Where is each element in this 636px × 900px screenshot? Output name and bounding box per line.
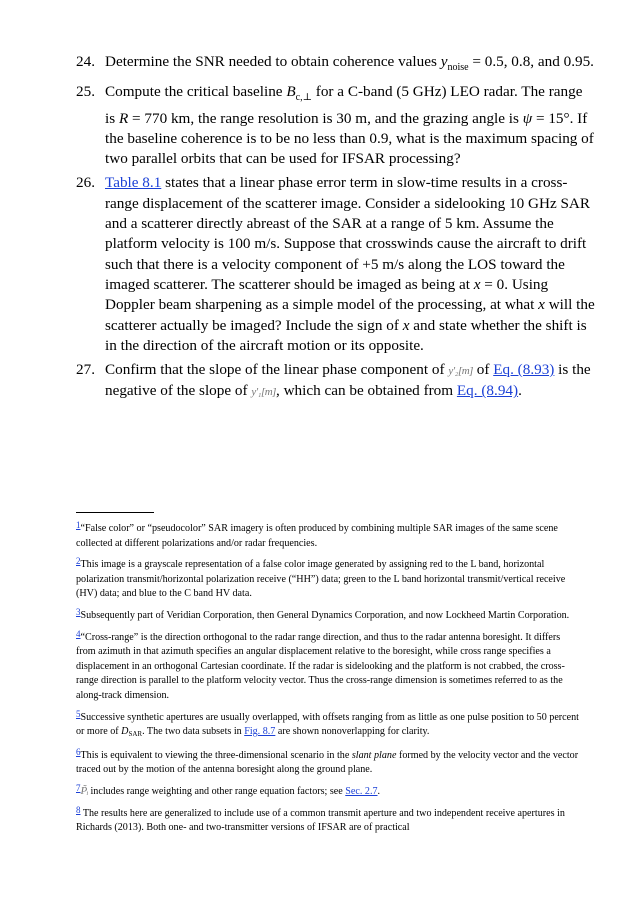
table-8-1-link[interactable]: Table 8.1	[105, 174, 162, 192]
problem-number: 25.	[76, 83, 95, 101]
problem-25: 25. Compute the critical baseline $B_{c,\perp}$ for a C-band (5 GHz) LEO radar. The range is R = 770 km, the range resolution is 30 m, and the grazing angle is ψ = 15°. If the baseline coherence is to be no less than 0.9, what is the maximum spacing of two parallel orbits that can be used for IFSAR processing?	[76, 83, 594, 168]
equation-symbol: y′₁[m]	[251, 386, 276, 399]
footnote-5: 5Successive synthetic apertures are usually overlapped, with offsets ranging from as little as one pulse position to 50 percent or more of DSAR. The two data subsets in Fig. 8.7 are shown nonoverlapping for clarity.	[76, 708, 579, 739]
problem-number: 27.	[76, 361, 95, 379]
problem-number: 24.	[76, 53, 95, 70]
problem-24: 24. Determine the SNR needed to obtain coherence values $y_{noise} = 0.5$, 0.8, and 0.95.	[76, 53, 594, 73]
footnote-number-link[interactable]: 3	[76, 606, 81, 617]
footnote-number-link[interactable]: 8	[76, 804, 81, 815]
footnote-4: 4“Cross-range” is the direction orthogonal to the radar range direction, and thus to the radar antenna boresight. It differs from azimuth in that azimuth specifies an angular displacement relative to the boresight, while cross range specifies a displacement in an orthogonal Cartesian coordinate. If the radar is sidelooking and the platform is not crabbed, the cross-range direction is parallel to the platform velocity vector. Thus the cross-range dimension is sometimes referred to as the along-track dimension.	[76, 628, 565, 701]
footnote-number-link[interactable]: 1	[76, 520, 81, 530]
footnote-8: 8 The results here are generalized to include use of a common transmit aperture and two independent receive apertures in Richards (2013). Both one- and two-transmitter versions of IFSAR are of practical	[76, 804, 565, 834]
footnote-number-link[interactable]: 2	[76, 556, 81, 567]
sec-2-7-link[interactable]: Sec. 2.7	[345, 785, 378, 797]
footnote-number-link[interactable]: 6	[76, 746, 81, 757]
equation-symbol: y′₂[m]	[448, 365, 473, 378]
footnote-6: 6This is equivalent to viewing the three-dimensional scenario in the slant plane formed by the velocity vector and the vector traced out by the motion of the antenna boresight along the ground plane.	[76, 746, 579, 776]
problem-list	[76, 52, 596, 407]
footnote-3: 3Subsequently part of Veridian Corporation, then General Dynamics Corporation, and now Lockheed Martin Corporation.	[76, 606, 570, 621]
footnote-number-link[interactable]: 7	[76, 782, 81, 793]
problem-27: 27. Confirm that the slope of the linear phase component of y′₂[m] of Eq. (8.93) is the negative of the slope of y′₁[m], which can be obtained from Eq. (8.94).	[76, 361, 591, 400]
equation-symbol: P̃ᵢ	[80, 784, 88, 797]
footnote-1: 1“False color” or “pseudocolor” SAR imagery is often produced by combining multiple SAR images of the same scene collected at different polarizations and/or radar frequencies.	[76, 520, 558, 549]
problem-number: 26.	[76, 174, 95, 192]
footnote-7: 7P̃ᵢ includes range weighting and other range equation factors; see Sec. 2.7.	[76, 782, 381, 797]
footnote-2: 2This image is a grayscale representation of a false color image generated by assigning red to the L band, horizontal polarization transmit/horizontal polarization receive (“HH”) data; green to the L band horizontal transmit/vertical receive (HV) data; and blue to the C band HV data.	[76, 556, 566, 600]
footnote-number-link[interactable]: 5	[76, 708, 81, 719]
footnotes	[76, 518, 581, 839]
footnote-number-link[interactable]: 4	[76, 628, 81, 639]
fig-8-7-link[interactable]: Fig. 8.7	[244, 726, 276, 738]
footnote-divider	[76, 512, 154, 513]
eq-8-93-link[interactable]: Eq. (8.93)	[493, 361, 555, 379]
eq-8-94-link[interactable]: Eq. (8.94)	[456, 382, 519, 400]
problem-26: 26. Table 8.1 states that a linear phase error term in slow-time results in a cross-range displacement of the scatterer image. Consider a sidelooking 10 GHz SAR and a scatterer directly abreast of the SAR at a range of 5 km. Assume the platform velocity is 100 m/s. Suppose that crosswinds cause the aircraft to drift such that there is a velocity component of +5 m/s along the LOS toward the imaged scatterer. The scatterer should be imaged as being at x = 0. Using Doppler beam sharpening as a simple model of the processing, at what x will the scatterer actually be imaged? Include the sign of x and state whether the shift is in the direction of the aircraft motion or its opposite.	[76, 174, 595, 354]
